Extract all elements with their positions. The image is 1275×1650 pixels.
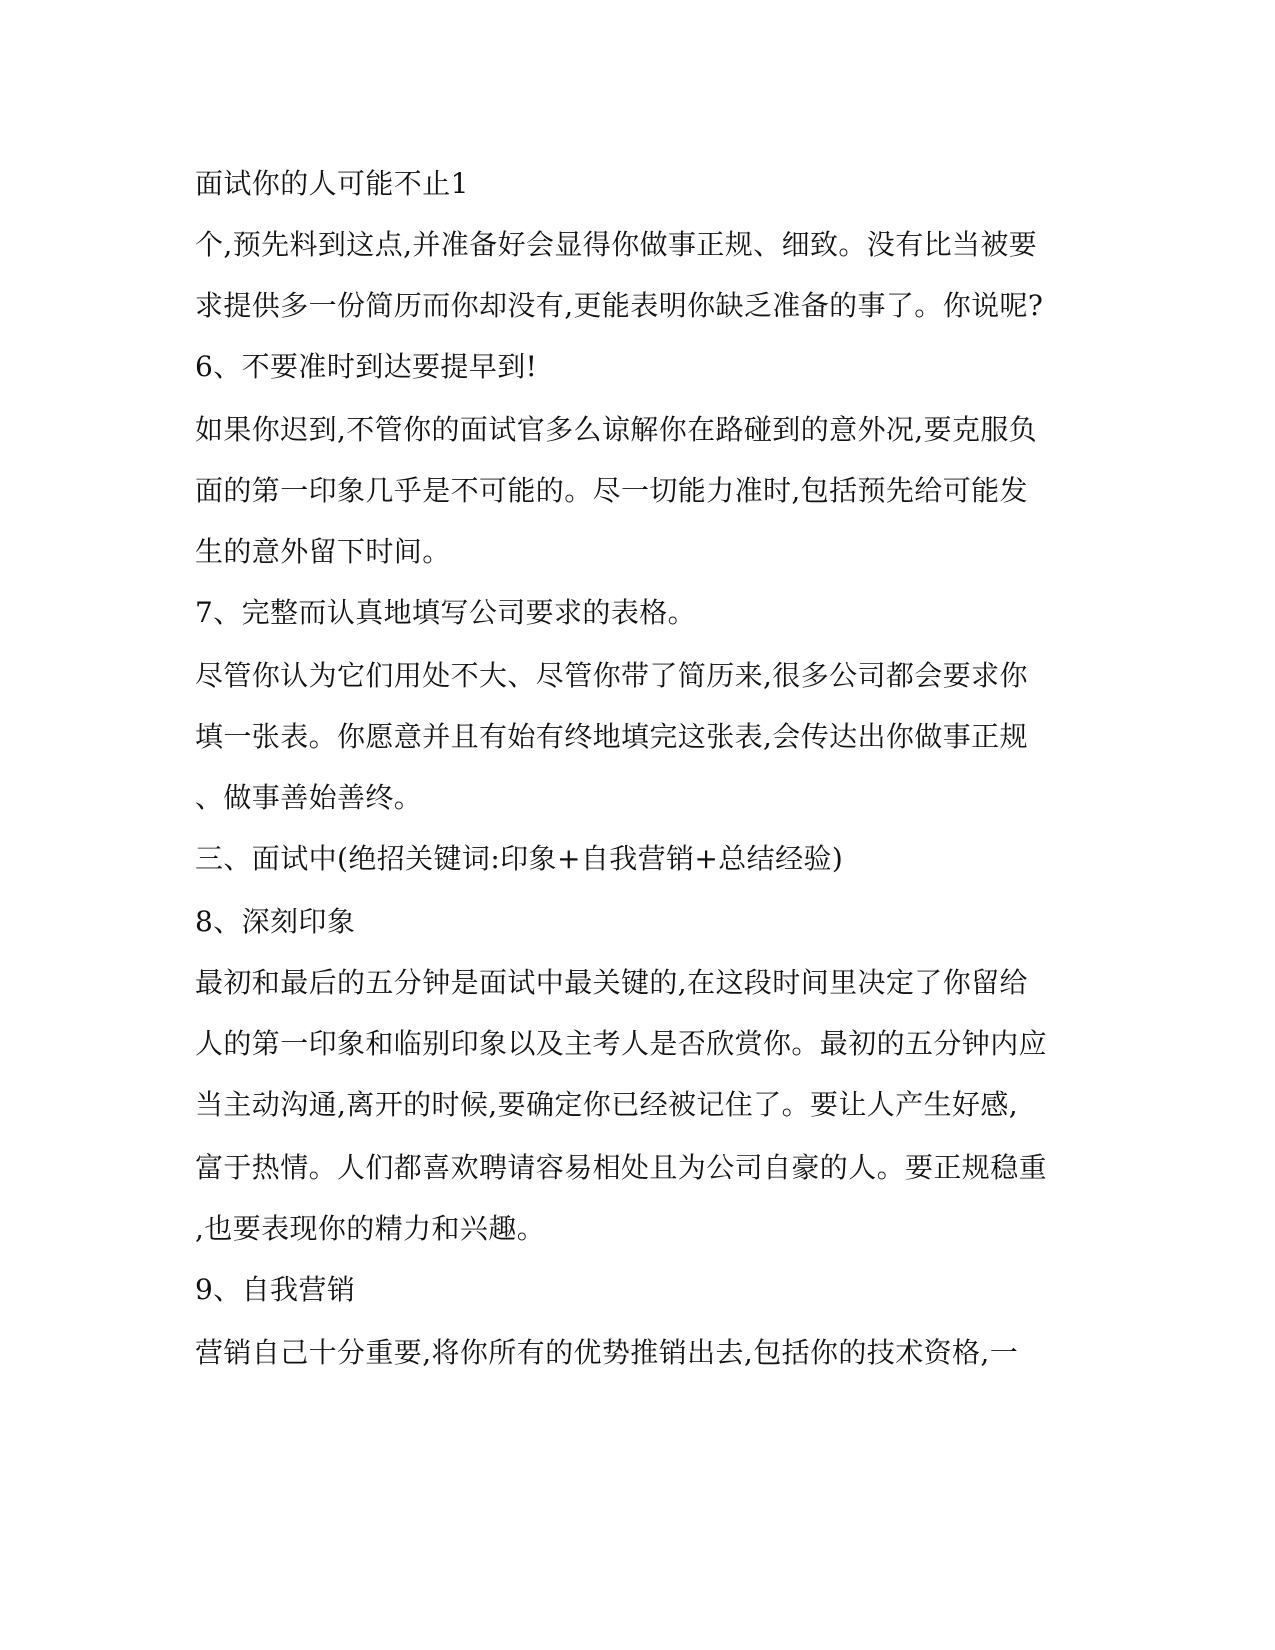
- text-line-15: 人的第一印象和临别印象以及主考人是否欣赏你。最初的五分钟内应: [195, 1027, 1048, 1060]
- text-line-11: 、做事善始善终。: [195, 781, 423, 814]
- text-line-9: 尽管你认为它们用处不大、尽管你带了简历来,很多公司都会要求你: [195, 659, 1028, 692]
- section-heading-7: 7、完整而认真地填写公司要求的表格。: [195, 596, 697, 629]
- section-heading-8: 8、深刻印象: [195, 905, 356, 938]
- text-line-16: 当主动沟通,离开的时候,要确定你已经被记住了。要让人产生好感,: [195, 1088, 1019, 1121]
- section-heading-9: 9、自我营销: [195, 1273, 356, 1306]
- text-line-17: 富于热情。人们都喜欢聘请容易相处且为公司自豪的人。要正规稳重: [195, 1151, 1048, 1184]
- text-line-2: 个,预先料到这点,并准备好会显得你做事正规、细致。没有比当被要: [195, 228, 1038, 261]
- text-line-5: 如果你迟到,不管你的面试官多么谅解你在路碰到的意外况,要克服负: [195, 413, 1038, 446]
- text-line-20: 营销自己十分重要,将你所有的优势推销出去,包括你的技术资格,一: [195, 1336, 1019, 1369]
- text-line-6: 面的第一印象几乎是不可能的。尽一切能力准时,包括预先给可能发: [195, 474, 1028, 507]
- text-line-10: 填一张表。你愿意并且有始有终地填完这张表,会传达出你做事正规: [195, 720, 1028, 753]
- text-line-14: 最初和最后的五分钟是面试中最关键的,在这段时间里决定了你留给: [195, 966, 1028, 999]
- text-line-18: ,也要表现你的精力和兴趣。: [195, 1212, 546, 1245]
- section-heading-6: 6、不要准时到达要提早到!: [195, 350, 538, 383]
- text-line-7: 生的意外留下时间。: [195, 535, 451, 568]
- text-line-3: 求提供多一份简历而你却没有,更能表明你缺乏准备的事了。你说呢?: [195, 289, 1044, 322]
- section-heading-three: 三、面试中(绝招关键词:印象+自我营销+总结经验): [195, 842, 844, 875]
- text-line-1: 面试你的人可能不止1: [195, 167, 469, 200]
